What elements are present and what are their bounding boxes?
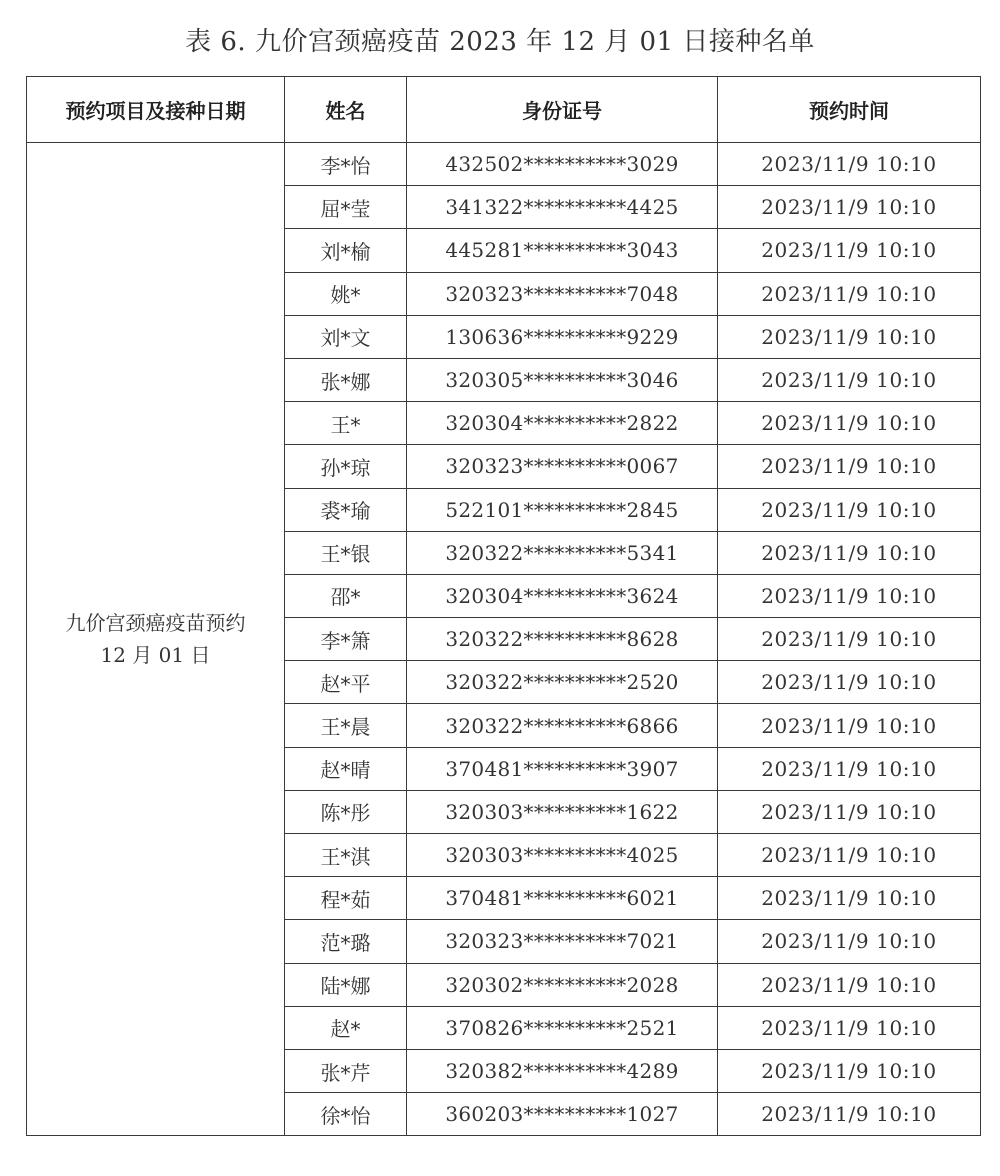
id-number-cell: 370481**********6021 (407, 877, 718, 920)
vaccination-date: 12 月 01 日 (100, 643, 211, 668)
id-number-cell: 320323**********7021 (407, 920, 718, 963)
name-cell: 赵* (285, 1006, 407, 1049)
id-number-cell: 370826**********2521 (407, 1006, 718, 1049)
document-title: 表 6. 九价宫颈癌疫苗 2023 年 12 月 01 日接种名单 (185, 27, 815, 57)
name-cell: 张*娜 (285, 358, 407, 401)
name-cell: 屈*莹 (285, 186, 407, 229)
id-number-cell: 370481**********3907 (407, 747, 718, 790)
name-cell: 徐*怡 (285, 1093, 407, 1136)
booking-time-cell: 2023/11/9 10:10 (718, 272, 981, 315)
id-number-cell: 320302**********2028 (407, 963, 718, 1006)
id-number-cell: 320322**********6866 (407, 704, 718, 747)
name-cell: 孙*琼 (285, 445, 407, 488)
booking-time-cell: 2023/11/9 10:10 (718, 531, 981, 574)
booking-time-cell: 2023/11/9 10:10 (718, 445, 981, 488)
header-id-number: 身份证号 (407, 77, 718, 143)
booking-time-cell: 2023/11/9 10:10 (718, 358, 981, 401)
booking-time-cell: 2023/11/9 10:10 (718, 920, 981, 963)
name-cell: 邵* (285, 574, 407, 617)
id-number-cell: 320322**********5341 (407, 531, 718, 574)
booking-time-cell: 2023/11/9 10:10 (718, 790, 981, 833)
name-cell: 王*淇 (285, 834, 407, 877)
name-cell: 姚* (285, 272, 407, 315)
booking-time-cell: 2023/11/9 10:10 (718, 704, 981, 747)
booking-time-cell: 2023/11/9 10:10 (718, 1093, 981, 1136)
name-cell: 陆*娜 (285, 963, 407, 1006)
id-number-cell: 130636**********9229 (407, 315, 718, 358)
booking-time-cell: 2023/11/9 10:10 (718, 186, 981, 229)
id-number-cell: 522101**********2845 (407, 488, 718, 531)
booking-time-cell: 2023/11/9 10:10 (718, 574, 981, 617)
booking-time-cell: 2023/11/9 10:10 (718, 963, 981, 1006)
id-number-cell: 432502**********3029 (407, 143, 718, 186)
project-name: 九价宫颈癌疫苗预约 (65, 611, 246, 636)
id-number-cell: 320305**********3046 (407, 358, 718, 401)
name-cell: 王* (285, 402, 407, 445)
id-number-cell: 320322**********2520 (407, 661, 718, 704)
booking-time-cell: 2023/11/9 10:10 (718, 229, 981, 272)
name-cell: 陈*彤 (285, 790, 407, 833)
name-cell: 李*怡 (285, 143, 407, 186)
booking-time-cell: 2023/11/9 10:10 (718, 877, 981, 920)
project-date-cell (27, 143, 285, 1136)
booking-time-cell: 2023/11/9 10:10 (718, 1049, 981, 1092)
name-cell: 张*芹 (285, 1049, 407, 1092)
name-cell: 赵*晴 (285, 747, 407, 790)
booking-time-cell: 2023/11/9 10:10 (718, 618, 981, 661)
name-cell: 李*箫 (285, 618, 407, 661)
name-cell: 赵*平 (285, 661, 407, 704)
id-number-cell: 320304**********3624 (407, 574, 718, 617)
table-body (27, 143, 981, 1136)
id-number-cell: 320382**********4289 (407, 1049, 718, 1092)
name-cell: 范*璐 (285, 920, 407, 963)
name-cell: 程*茹 (285, 877, 407, 920)
booking-time-cell: 2023/11/9 10:10 (718, 661, 981, 704)
booking-time-cell: 2023/11/9 10:10 (718, 747, 981, 790)
id-number-cell: 341322**********4425 (407, 186, 718, 229)
id-number-cell: 320323**********7048 (407, 272, 718, 315)
id-number-cell: 445281**********3043 (407, 229, 718, 272)
booking-time-cell: 2023/11/9 10:10 (718, 834, 981, 877)
booking-time-cell: 2023/11/9 10:10 (718, 143, 981, 186)
id-number-cell: 320303**********1622 (407, 790, 718, 833)
booking-time-cell: 2023/11/9 10:10 (718, 402, 981, 445)
name-cell: 刘*榆 (285, 229, 407, 272)
name-cell: 王*晨 (285, 704, 407, 747)
id-number-cell: 320322**********8628 (407, 618, 718, 661)
name-cell: 裘*瑜 (285, 488, 407, 531)
header-project-date: 预约项目及接种日期 (27, 77, 285, 143)
header-name: 姓名 (285, 77, 407, 143)
table-header-row (27, 77, 981, 143)
booking-time-cell: 2023/11/9 10:10 (718, 315, 981, 358)
name-cell: 刘*文 (285, 315, 407, 358)
booking-time-cell: 2023/11/9 10:10 (718, 1006, 981, 1049)
header-booking-time: 预约时间 (718, 77, 981, 143)
id-number-cell: 360203**********1027 (407, 1093, 718, 1136)
id-number-cell: 320303**********4025 (407, 834, 718, 877)
table-row (27, 143, 981, 186)
id-number-cell: 320304**********2822 (407, 402, 718, 445)
id-number-cell: 320323**********0067 (407, 445, 718, 488)
name-cell: 王*银 (285, 531, 407, 574)
booking-time-cell: 2023/11/9 10:10 (718, 488, 981, 531)
vaccination-roster-table (26, 76, 981, 1136)
